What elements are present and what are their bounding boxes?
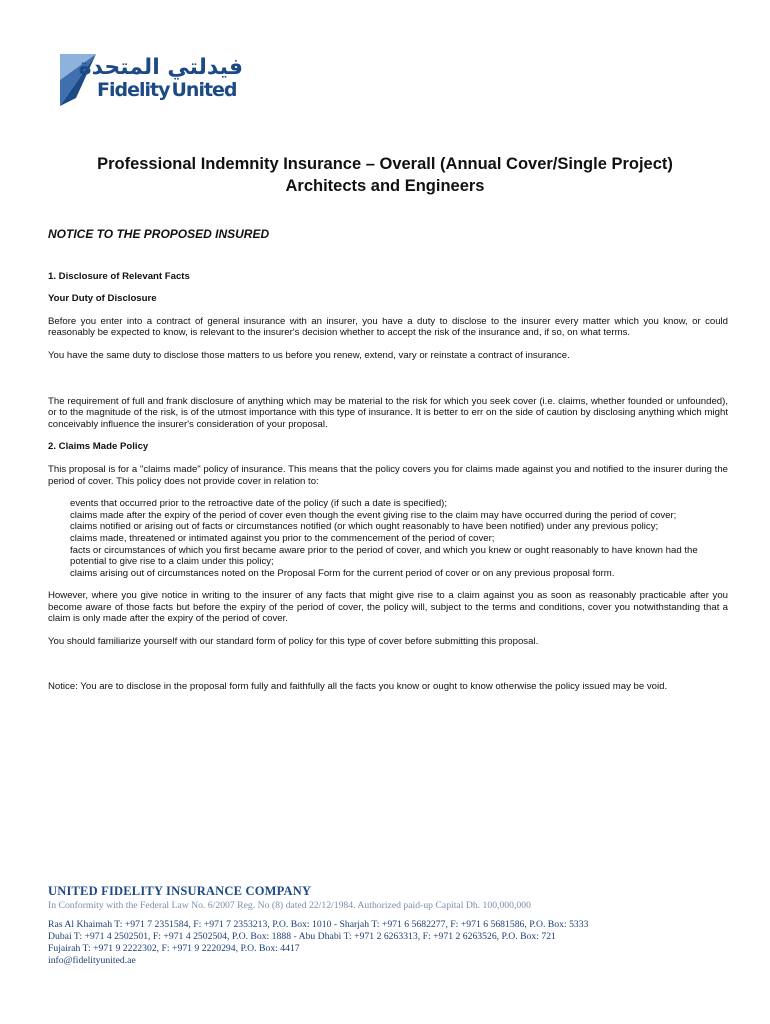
list-item: claims made after the expiry of the period of cover even though the event giving rise to the claim may have occurred during the period of cover; [70,509,677,521]
document-title [40,153,730,197]
logo-brand-united: United [171,79,237,101]
exclusions-list [70,498,728,579]
title-line-1: Professional Indemnity Insurance – Overall (Annual Cover/Single Project) [97,155,673,173]
list-item: claims arising out of circumstances noted on the Proposal Form for the current period of cover or on any previous proposal form. [70,567,615,579]
logo-english-text [97,79,237,101]
footer-address-line-1: Ras Al Khaimah T: +971 7 2351584, F: +971 7 2353213, P.O. Box: 1010 - Sharjah T: +971 6 5682277, F: +971 6 5681586, P.O. Box: 5333 [48,919,589,930]
logo-brand-fidelity: Fidelity [97,79,170,101]
document-body [48,229,728,703]
section-1-paragraph-3: The requirement of full and frank disclosure of anything which may be material to the risk for which you seek cover (i.e. claims, whether founded or unfounded), or to the magnitude of the risk, is of the utmost importance with this type of insurance. It is better to err on the side of caution by disclosing anything which might conceivably influence the insurer's consideration of your proposal. [48,395,728,430]
footer-email-link[interactable]: info@fidelityunited.ae [48,955,136,966]
footer-address-line-3: Fujairah T: +971 9 2222302, F: +971 9 2220294, P.O. Box: 4417 [48,943,300,954]
section-1-subheading: Your Duty of Disclosure [48,293,157,305]
list-item: events that occurred prior to the retroactive date of the policy (if such a date is specified); [70,498,448,510]
section-2-heading: 2. Claims Made Policy [48,441,149,453]
section-2-paragraph-3: You should familiarize yourself with our standard form of policy for this type of cover before submitting this proposal. [48,636,539,648]
section-1-heading: 1. Disclosure of Relevant Facts [48,270,190,282]
list-item: claims notified or arising out of facts or circumstances notified (or which ought reasonably to have been notified) under any previous policy; [70,521,659,533]
title-line-2: Architects and Engineers [285,177,485,195]
page-footer [48,884,738,967]
footer-company-name: UNITED FIDELITY INSURANCE COMPANY [48,884,312,898]
footer-conformity: In Conformity with the Federal Law No. 6/2007 Reg. No (8) dated 22/12/1984. Authorized paid-up Capital Dh. 100,000,000 [48,900,531,911]
list-item: facts or circumstances of which you first became aware prior to the period of cover, and which you knew or ought reasonably to have known had the potential to give rise to a claim under this policy; [70,544,698,568]
section-1-paragraph-1: Before you enter into a contract of general insurance with an insurer, you have a duty to disclose to the insurer every matter which you know, or could reasonably be expected to know, is relevant to the insurer's decision whether to accept the risk of the insurance and, if so, on what terms. [48,315,728,339]
final-notice: Notice: You are to disclose in the proposal form fully and faithfully all the facts you know or ought to know otherwise the policy issued may be void. [48,680,668,692]
section-2-paragraph-2: However, where you give notice in writing to the insurer of any facts that might give rise to a claim against you as soon as reasonably practicable after you become aware of those facts but before the expiry of the period of cover, the policy will, subject to the terms and conditions, cover you notwithstanding that a claim is only made after the expiry of the period of cover. [48,590,728,625]
notice-heading: NOTICE TO THE PROPOSED INSURED [48,227,270,241]
list-item: claims made, threatened or intimated against you prior to the commencement of the period of cover; [70,532,495,544]
section-1-paragraph-2: You have the same duty to disclose those matters to us before you renew, extend, vary or reinstate a contract of insurance. [48,349,570,361]
svg-text:فيدلتي المتحدة: فيدلتي المتحدة [78,55,243,80]
footer-address-line-2: Dubai T: +971 4 2502501, F: +971 4 2502504, P.O. Box: 1888 - Abu Dhabi T: +971 2 6263313, F: +971 2 6263526, P.O. Box: 721 [48,931,556,942]
company-logo [60,52,243,108]
section-2-paragraph-1: This proposal is for a "claims made" policy of insurance. This means that the policy covers you for claims made against you and notified to the insurer during the period of cover. This policy does not provide cover in relation to: [48,463,728,487]
logo-arabic-text [78,52,243,80]
